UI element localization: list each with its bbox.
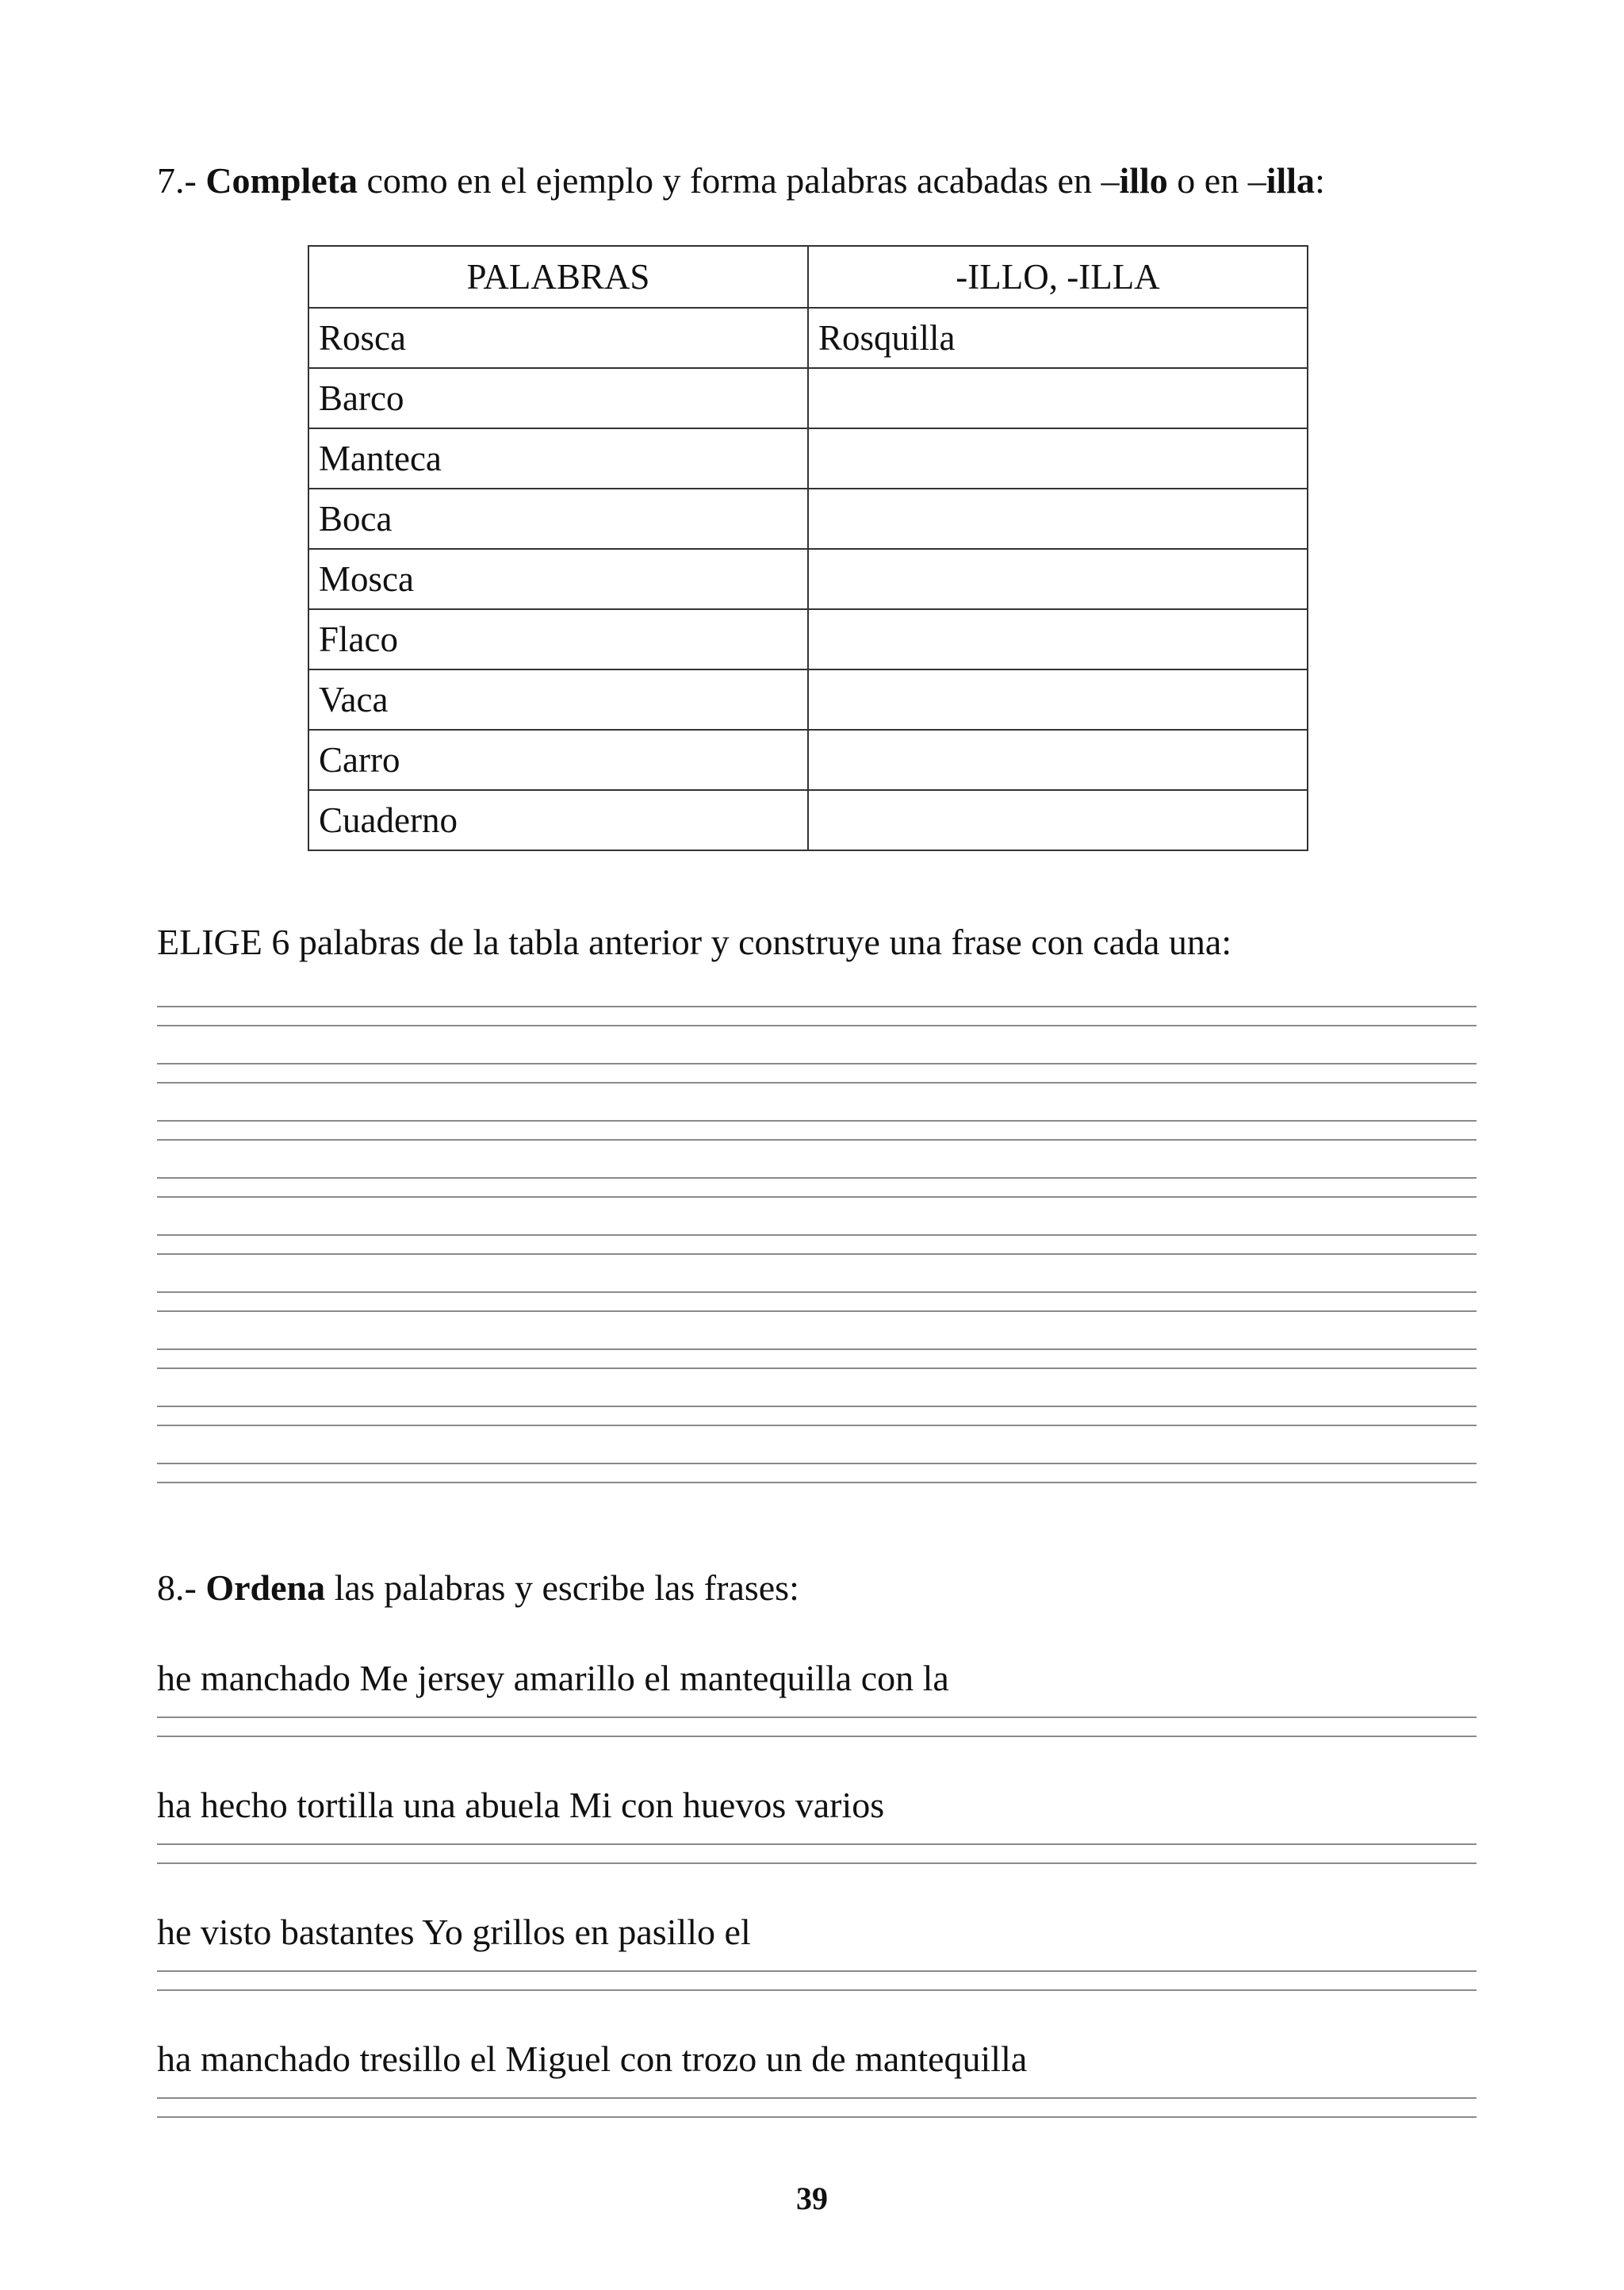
exercise-7-instruction bbox=[157, 159, 1325, 203]
writing-line[interactable] bbox=[157, 1063, 1477, 1084]
word-cell: Manteca bbox=[308, 428, 808, 489]
table-row bbox=[308, 609, 1308, 669]
exercise-7-verb: Completa bbox=[205, 160, 358, 201]
answer-cell[interactable] bbox=[808, 609, 1308, 669]
exercise-8-text: las palabras y escribe las frases: bbox=[325, 1567, 799, 1608]
writing-line[interactable] bbox=[157, 1843, 1477, 1864]
table-row bbox=[308, 489, 1308, 549]
page-number: 39 bbox=[796, 2181, 828, 2216]
answer-cell[interactable] bbox=[808, 790, 1308, 850]
writing-line[interactable] bbox=[157, 1120, 1477, 1141]
writing-line[interactable] bbox=[157, 2097, 1477, 2118]
writing-line[interactable] bbox=[157, 1348, 1477, 1369]
writing-line[interactable] bbox=[157, 1006, 1477, 1026]
suffix-illo: illo bbox=[1119, 160, 1168, 201]
table-header-row bbox=[308, 246, 1308, 308]
scrambled-sentence-4: ha manchado tresillo el Miguel con trozo un de mantequilla bbox=[157, 2039, 1028, 2079]
header-illo-illa: -ILLO, -ILLA bbox=[808, 246, 1308, 308]
writing-line[interactable] bbox=[157, 1234, 1477, 1255]
table-row bbox=[308, 730, 1308, 790]
suffix-illa: illa bbox=[1266, 160, 1316, 201]
scrambled-sentence-1: he manchado Me jersey amarillo el mantequilla con la bbox=[157, 1658, 949, 1698]
header-palabras: PALABRAS bbox=[308, 246, 808, 308]
table-row bbox=[308, 368, 1308, 428]
writing-line[interactable] bbox=[157, 1463, 1477, 1483]
word-cell: Rosca bbox=[308, 308, 808, 368]
writing-line[interactable] bbox=[157, 1177, 1477, 1198]
answer-cell[interactable] bbox=[808, 428, 1308, 489]
scrambled-sentence-3: he visto bastantes Yo grillos en pasillo el bbox=[157, 1912, 751, 1952]
word-cell: Mosca bbox=[308, 549, 808, 609]
word-cell: Barco bbox=[308, 368, 808, 428]
writing-line[interactable] bbox=[157, 1406, 1477, 1426]
exercise-7-number: 7.- bbox=[157, 160, 197, 201]
answer-cell[interactable] bbox=[808, 368, 1308, 428]
exercise-7-text-c: : bbox=[1315, 160, 1325, 201]
writing-line[interactable] bbox=[157, 1717, 1477, 1737]
exercise-8-instruction bbox=[157, 1566, 799, 1610]
table-row bbox=[308, 549, 1308, 609]
table-row bbox=[308, 308, 1308, 368]
word-cell: Flaco bbox=[308, 609, 808, 669]
exercise-7-text-a: como en el ejemplo y forma palabras acabadas en – bbox=[357, 160, 1120, 201]
answer-cell[interactable] bbox=[808, 730, 1308, 790]
exercise-8-verb: Ordena bbox=[205, 1567, 326, 1608]
writing-line[interactable] bbox=[157, 1970, 1477, 1991]
answer-cell[interactable] bbox=[808, 669, 1308, 730]
writing-line[interactable] bbox=[157, 1291, 1477, 1312]
exercise-8-number: 8.- bbox=[157, 1567, 197, 1608]
word-cell: Cuaderno bbox=[308, 790, 808, 850]
scrambled-sentence-2: ha hecho tortilla una abuela Mi con huevos varios bbox=[157, 1785, 885, 1825]
table-row bbox=[308, 428, 1308, 489]
elige-instruction: ELIGE 6 palabras de la tabla anterior y construye una frase con cada una: bbox=[157, 922, 1232, 962]
table-row bbox=[308, 669, 1308, 730]
word-cell: Carro bbox=[308, 730, 808, 790]
word-cell: Boca bbox=[308, 489, 808, 549]
word-table bbox=[308, 245, 1308, 851]
exercise-7-text-b: o en – bbox=[1167, 160, 1266, 201]
answer-cell[interactable] bbox=[808, 489, 1308, 549]
table-row bbox=[308, 790, 1308, 850]
word-cell: Vaca bbox=[308, 669, 808, 730]
answer-cell[interactable] bbox=[808, 549, 1308, 609]
answer-cell: Rosquilla bbox=[808, 308, 1308, 368]
